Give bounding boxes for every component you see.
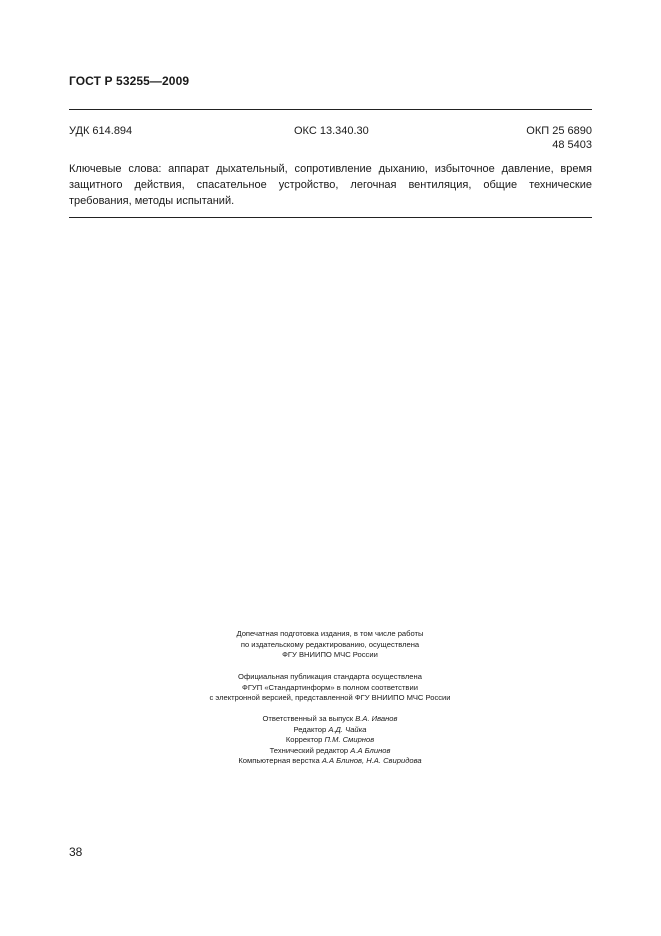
credit-role: Технический редактор [269,745,349,755]
keywords-paragraph: Ключевые слова: аппарат дыхательный, сопротивление дыханию, избыточное давление, время защитного действия, спасательное устройство, легочная вентиляция, общие технические требования, методы испытаний. [69,163,592,207]
imprint-line: ФГУ ВНИИПО МЧС России [282,650,378,659]
udk-code: УДК 614.894 [69,125,133,137]
credit-role: Компьютерная верстка [238,756,320,765]
credit-name: А.Д. Чайка [328,724,367,734]
oks-code: ОКС 13.340.30 [294,125,369,137]
document-designation: ГОСТ Р 53255—2009 [69,74,190,88]
page-number: 38 [69,845,83,859]
credit-name: А.А Блинов [350,745,391,755]
credit-line [150,756,510,767]
credit-role: Ответственный за выпуск [262,714,354,723]
credit-line [150,735,510,746]
okp-code-line1: ОКП 25 6890 [526,125,592,137]
imprint-line: с электронной версией, представленной ФГУ ВНИИПО МЧС России [209,693,451,702]
imprint-line: ФГУП «Стандартинформ» в полном соответствии [242,682,418,692]
credit-role: Редактор [293,724,327,734]
imprint-line: по издательскому редактированию, осуществлена [240,639,420,649]
imprint-credits [150,714,510,767]
credit-line [150,746,510,757]
okp-code-line2: 48 5403 [552,139,592,151]
imprint-preparation [150,629,510,661]
credit-role: Корректор [285,735,323,744]
credit-line [150,725,510,736]
bottom-rule [69,217,592,218]
credit-line [150,714,510,725]
credit-name: В.А. Иванов [355,714,398,723]
okp-code [526,124,592,152]
imprint-line: Допечатная подготовка издания, в том числе работы [236,629,424,638]
credit-name: А.А Блинов, Н.А. Свиридова [321,756,422,765]
top-rule [69,109,592,110]
credit-name: П.М. Смирнов [324,735,375,744]
imprint-publication [150,672,510,704]
imprint-line: Официальная публикация стандарта осуществлена [238,672,422,681]
